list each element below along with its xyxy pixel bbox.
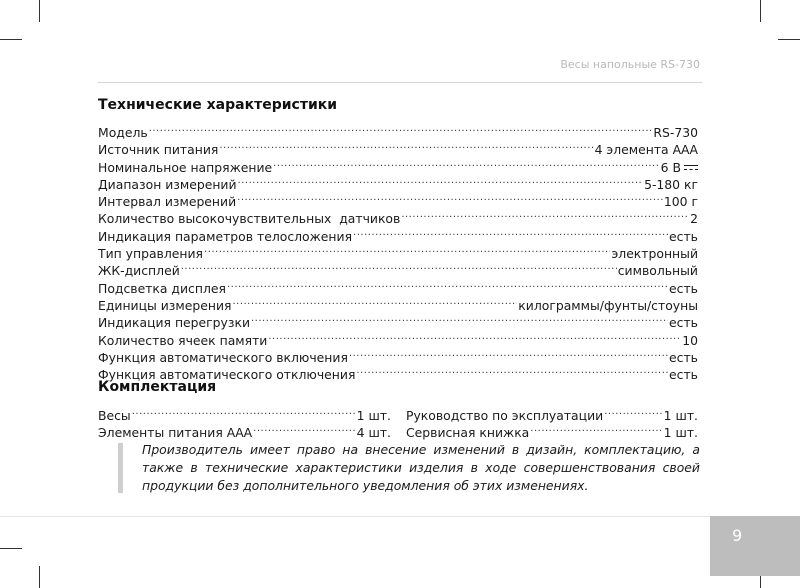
page-number: 9: [732, 526, 743, 545]
crop-mark: [39, 566, 40, 588]
spec-row-model: [98, 120, 698, 140]
spec-row-backlight: [98, 276, 698, 296]
leader-dots: [238, 172, 644, 189]
kit-list-left: [98, 403, 391, 441]
kit-row-manual: [406, 403, 698, 423]
note-accent-bar: [118, 443, 123, 493]
kit-value: 1 шт.: [663, 425, 698, 441]
spec-row-lcd: [98, 258, 698, 279]
crop-mark: [0, 548, 22, 549]
dc-current-icon: [684, 164, 698, 172]
leader-dots: [604, 403, 662, 420]
leader-dots: [227, 276, 668, 293]
leader-dots: [251, 310, 668, 327]
leader-dots: [268, 328, 681, 345]
crop-mark: [778, 39, 800, 40]
spec-list: [98, 120, 698, 383]
spec-label: ЖК-дисплей: [98, 263, 180, 279]
leader-dots: [273, 155, 660, 172]
spec-value: есть: [669, 349, 698, 365]
spec-value: электронный: [611, 246, 698, 262]
crop-mark: [39, 0, 40, 22]
page-number-box: [710, 516, 800, 576]
spec-label: Источник питания: [98, 142, 219, 158]
spec-label: Интервал измерений: [98, 194, 237, 210]
kit-title: Комплектация: [98, 379, 217, 395]
spec-label: Индикация параметров телосложения: [98, 228, 353, 244]
kit-label: Весы: [98, 408, 131, 423]
kit-value: 4 шт.: [356, 425, 391, 441]
leader-dots: [401, 206, 689, 223]
leader-dots: [204, 241, 610, 258]
spec-value: есть: [669, 367, 698, 383]
spec-value: килограммы/фунты/стоуны: [518, 297, 698, 313]
kit-label: Руководство по эксплуатации: [406, 408, 604, 423]
spec-value: есть: [669, 228, 698, 244]
kit-value: 1 шт.: [663, 408, 698, 423]
spec-label: Номинальное напряжение: [98, 159, 273, 175]
spec-label: Индикация перегрузки: [98, 315, 250, 331]
spec-label: Модель: [98, 125, 148, 140]
leader-dots: [253, 420, 356, 437]
spec-value: есть: [669, 280, 698, 296]
header-rule: [98, 82, 702, 83]
leader-dots: [232, 293, 517, 310]
spec-label: Функция автоматического отключения: [98, 367, 356, 383]
kit-value: 1 шт.: [356, 408, 391, 423]
spec-value: RS-730: [653, 125, 698, 140]
kit-label: Сервисная книжка: [406, 425, 530, 441]
crop-mark: [0, 39, 22, 40]
spec-label: Подсветка дисплея: [98, 280, 226, 296]
spec-value: 2: [690, 211, 698, 227]
spec-value: 6 В: [660, 159, 681, 175]
spec-value: 100 г: [663, 194, 698, 210]
footer-rule: [0, 516, 800, 517]
leader-dots: [181, 258, 617, 275]
spec-value: символьный: [617, 263, 698, 279]
leader-dots: [237, 189, 663, 206]
spec-value: 5-180 кг: [644, 176, 698, 192]
kit-row-scales: [98, 403, 391, 423]
spec-label: Тип управления: [98, 246, 204, 262]
specs-title: Технические характеристики: [98, 97, 338, 113]
leader-dots: [356, 362, 668, 379]
kit-row-batteries: [98, 420, 391, 441]
manufacturer-note: Производитель имеет право на внесение изменений в дизайн, комплектацию, а также в технические характеристики изделия в ходе совершенствования своей продукции без дополнительного уведомления об этих изменениях.: [142, 442, 700, 493]
leader-dots: [349, 345, 668, 362]
spec-label: Функция автоматического включения: [98, 349, 348, 365]
running-header: Весы напольные RS-730: [560, 58, 700, 71]
leader-dots: [149, 120, 653, 137]
spec-label: Единицы измерения: [98, 297, 232, 313]
leader-dots: [353, 224, 668, 241]
spec-value: 10: [682, 332, 698, 348]
spec-row-power-source: [98, 137, 698, 158]
kit-list-right: [406, 403, 698, 441]
leader-dots: [530, 420, 662, 437]
crop-mark: [760, 0, 761, 22]
kit-label: Элементы питания ААА: [98, 425, 253, 441]
leader-dots: [132, 403, 356, 420]
spec-value: есть: [669, 315, 698, 331]
leader-dots: [219, 137, 593, 154]
spec-label: Количество ячеек памяти: [98, 332, 268, 348]
spec-label: Диапазон измерений: [98, 176, 237, 192]
spec-label: Количество высокочувствительных датчиков: [98, 211, 401, 227]
spec-value: 4 элемента ААА: [594, 142, 698, 158]
